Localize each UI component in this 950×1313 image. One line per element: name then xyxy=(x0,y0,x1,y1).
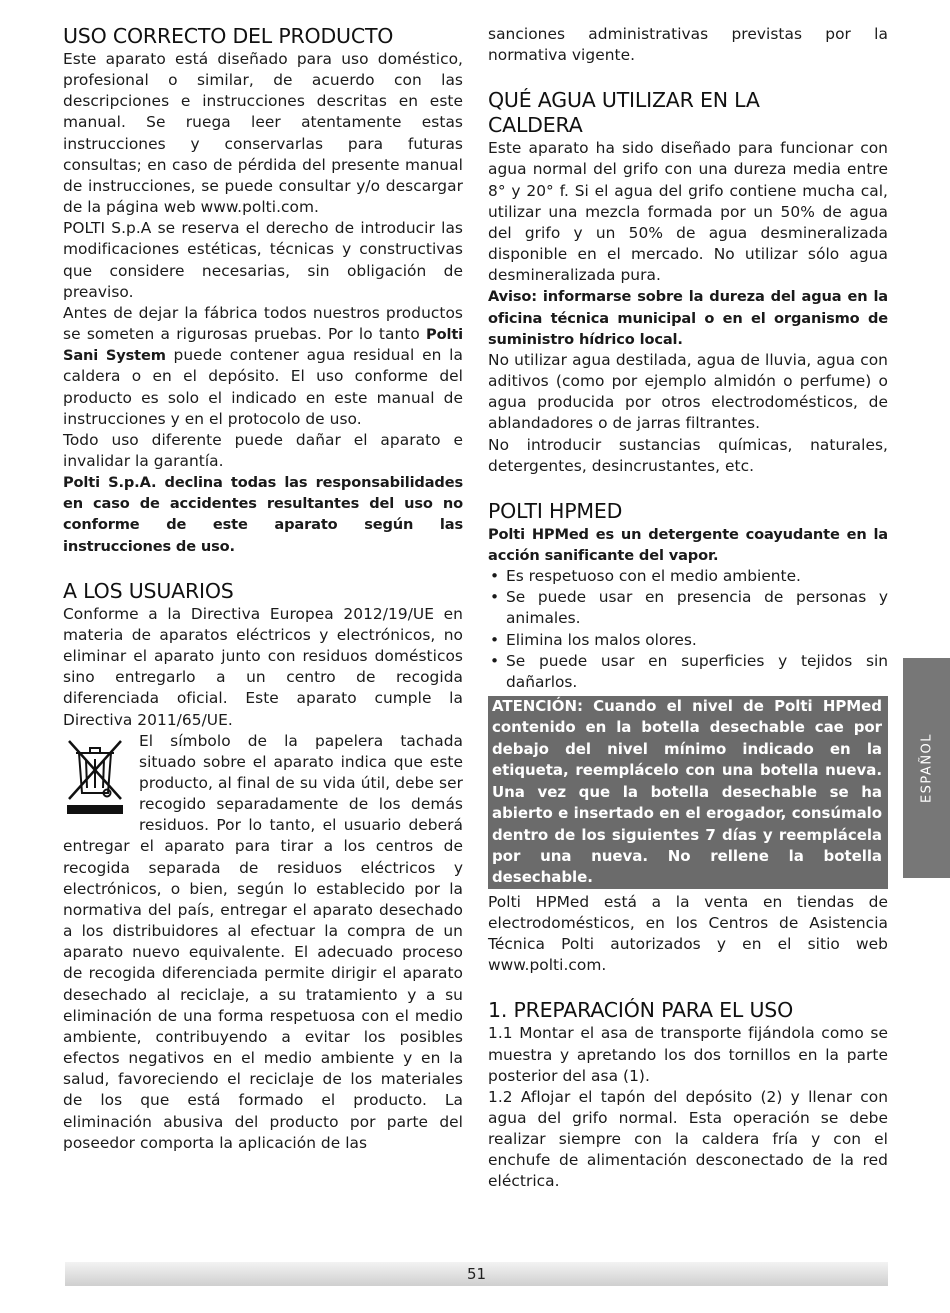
heading-hpmed: POLTI HPMED xyxy=(488,498,623,523)
heading-usuarios: A LOS USUARIOS xyxy=(63,578,234,603)
language-tab xyxy=(903,658,950,878)
list-item: • Se puede usar en presencia de personas y animales. xyxy=(488,587,888,629)
uso-correcto-paragraph-1: Este aparato está diseñado para uso doméstico, profesional o similar, de acuerdo con las descripciones e instrucciones descritas en este manual. Se ruega leer atentamente estas instrucciones y conservarlas para futuras consultas; en caso de pérdida del presente manual de instrucciones, se puede consultar y/o descargar de la página web www.polti.com. xyxy=(63,50,463,217)
heading-agua: QUÉ AGUA UTILIZAR EN LA CALDERA xyxy=(488,88,760,138)
right-column xyxy=(488,24,888,1193)
preparacion-step-2: 1.2 Aflojar el tapón del depósito (2) y llenar con agua del grifo normal. Esta operación se debe realizar siempre con la caldera fría y con el enchufe de alimentación desconectado de la red eléctrica. xyxy=(488,1087,888,1191)
page-number: 51 xyxy=(466,1265,487,1283)
aviso-bold: Aviso: informarse sobre la dureza del agua en la oficina técnica municipal o en el organismo de suministro hídrico local. xyxy=(488,288,888,348)
uso-correcto-paragraph-3 xyxy=(63,303,463,430)
footer-bar xyxy=(65,1262,888,1286)
preparacion-step-1: 1.1 Montar el asa de transporte fijándola como se muestra y apretando los dos tornillos en la parte posterior del asa (1). xyxy=(488,1024,888,1085)
heading-uso-correcto: USO CORRECTO DEL PRODUCTO xyxy=(63,24,394,48)
list-item: • Se puede usar en superficies y tejidos sin dañarlos. xyxy=(488,651,888,693)
continuation-text: sanciones administrativas previstas por la normativa vigente. xyxy=(488,25,888,65)
attention-text: ATENCIÓN: Cuando el nivel de Polti HPMed contenido en la botella desechable cae por debajo del nivel mínimo indicado en la etiqueta, reemplácelo con una botella nueva. Una vez que la botella desechable se ha abierto e insertado en el erogador, consúmalo dentro de los siguientes 7 días y reemplácela por una nueva. No rellene la botella desechable. xyxy=(492,697,882,887)
hpmed-bullet-list xyxy=(488,566,888,693)
language-tab-label: ESPAÑOL xyxy=(919,732,934,804)
agua-paragraph-3: No introducir sustancias químicas, naturales, detergentes, desincrustantes, etc. xyxy=(488,435,888,475)
list-item: • Es respetuoso con el medio ambiente. xyxy=(488,566,888,587)
attention-box xyxy=(488,696,888,889)
agua-paragraph-1: Este aparato ha sido diseñado para funcionar con agua normal del grifo con una dureza media entre 8° y 20° f. Si el agua del grifo contiene mucha cal, utilizar una mezcla formada por un 50% de agua del grifo y un 50% de agua desmineralizada disponible en el mercado. No utilizar sólo agua desmineralizada pura. xyxy=(488,139,888,285)
hpmed-availability: Polti HPMed está a la venta en tiendas de electrodomésticos, en los Centros de Asistencia Técnica Polti autorizados y en el sitio web www.polti.com. xyxy=(488,892,888,975)
disclaimer-bold: Polti S.p.A. declina todas las responsabilidades en caso de accidentes resultantes del uso no conforme de este aparato según las instrucciones de uso. xyxy=(63,474,463,555)
hpmed-intro-bold: Polti HPMed es un detergente coayudante en la acción sanificante del vapor. xyxy=(488,525,888,564)
paragraph-text: puede contener agua residual en la caldera o en el depósito. El uso conforme del producto es solo el indicado en este manual de instrucciones y en el protocolo de uso. xyxy=(63,346,463,428)
weee-bin-icon xyxy=(63,733,133,819)
list-item: • Elimina los malos olores. xyxy=(488,630,888,651)
uso-correcto-paragraph-2: POLTI S.p.A se reserva el derecho de introducir las modificaciones estéticas, técnicas y constructivas que considere necesarias, sin obligación de preaviso. xyxy=(63,219,463,301)
left-column xyxy=(63,24,463,1154)
usuarios-paragraph-2: El símbolo de la papelera tachada situado sobre el aparato indica que este producto, al final de su vida útil, debe ser recogido separadamente de los demás residuos. Por lo tanto, el usuario deberá entregar el aparato para tirar a los centros de recogida separada de residuos eléctricos y electrónicos, o bien, según lo establecido por la normativa del país, entregar el aparato desechado a los distribuidores al efectuar la compra de un aparato nuevo equivalente. El adecuado proceso de recogida diferenciada permite dirigir el aparato desechado al reciclaje, a su tratamiento y a su eliminación de una forma respetuosa con el medio ambiente, contribuyendo a evitar los posibles efectos negativos en el medio ambiente y en la salud, favoreciendo el reciclaje de los materiales de los que está formado el producto. La eliminación abusiva del producto por parte del poseedor comporta la aplicación de las xyxy=(63,731,463,1152)
uso-correcto-paragraph-4: Todo uso diferente puede dañar el aparato e invalidar la garantía. xyxy=(63,430,463,470)
paragraph-text: Antes de dejar la fábrica todos nuestros productos se someten a rigurosas pruebas. Por lo tanto xyxy=(63,303,463,344)
product-name: Polti Sani System xyxy=(63,326,463,365)
heading-preparacion: 1. PREPARACIÓN PARA EL USO xyxy=(488,998,794,1023)
agua-paragraph-2: No utilizar agua destilada, agua de lluvia, agua con aditivos (como por ejemplo almidón o perfume) o agua producida por otros electrodomésticos, de ablandadores o de jarras filtrantes. xyxy=(488,350,888,433)
usuarios-paragraph-1: Conforme a la Directiva Europea 2012/19/UE en materia de aparatos eléctricos y electrónicos, no eliminar el aparato junto con residuos domésticos sino entregarlo a un centro de recogida diferenciada oficial. Este aparato cumple la Directiva 2011/65/UE. xyxy=(63,604,463,729)
